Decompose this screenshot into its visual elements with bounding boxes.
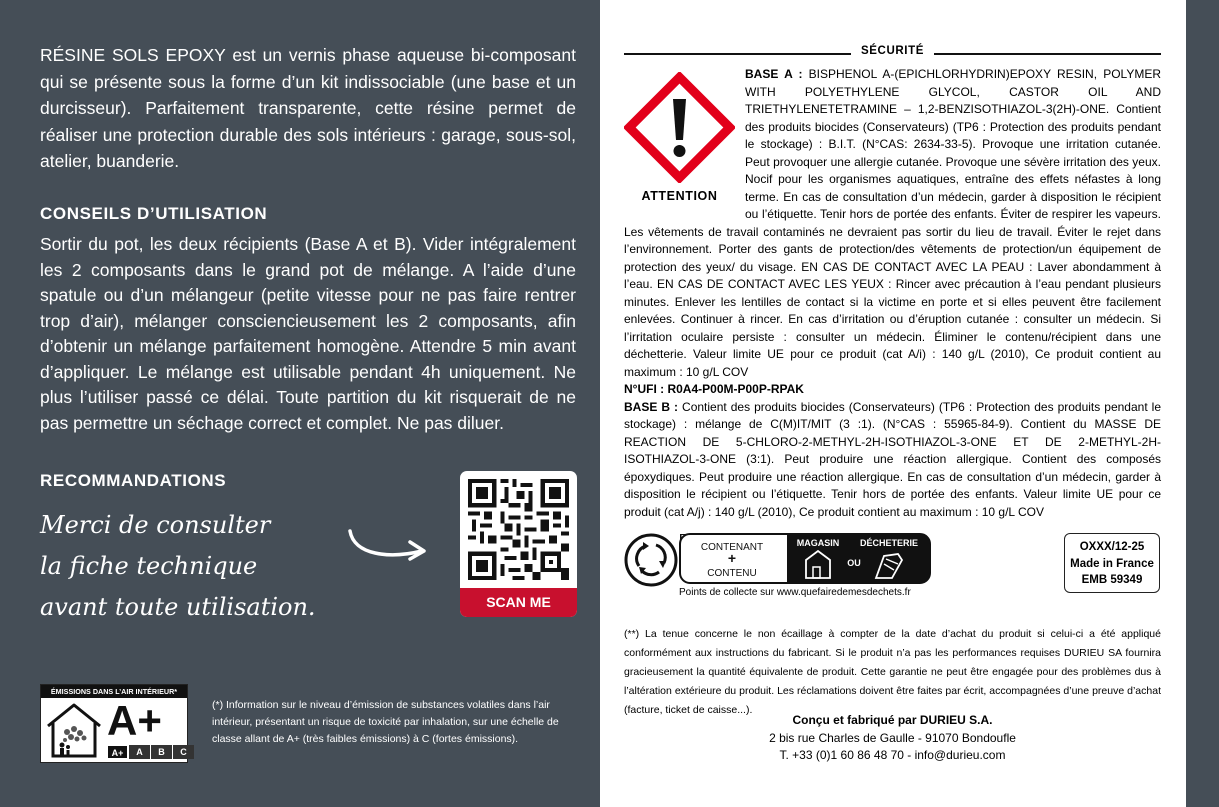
emissions-grade: A+	[107, 697, 162, 744]
security-heading-row	[624, 45, 1161, 61]
recommendation-message	[40, 505, 316, 628]
manufacturer-name: Conçu et fabriqué par DURIEU S.A.	[792, 713, 993, 727]
scale-class: C	[173, 745, 194, 759]
recycling-dest2: DÉCHETERIE	[859, 538, 919, 548]
recycling-plus: +	[727, 550, 737, 566]
emb-code: EMB 59349	[1081, 574, 1143, 586]
recycling-item2: CONTENU	[707, 568, 757, 579]
scale-class: A+	[107, 745, 128, 759]
arrow-right-icon	[344, 525, 430, 565]
emissions-note: (*) Information sur le niveau d’émission de substances volatiles dans l’air intérieur, présentant un risque de toxicité par inhalation, sur une échelle de classe allant de A+ (très faibles émissions) à C (fortes émissions).	[212, 699, 559, 745]
guarantee-note: (**) La tenue concerne le non écaillage à compter de la date d’achat du produit si celui-ci a été appliqué conformément aux instructions du fabricant. Si le produit n’a pas les performances requises DURIEU SA fournira gracieusement la quantité équivalente de produit. Cette garantie ne peut être engagée pour des problèmes dus à l’altération extérieure du produit. Les réclamations doivent être faites par écrit, accompagnées d’une preuve d’achat (facture, ticket de caisse...).	[624, 628, 1161, 716]
base-a-text: BISPHENOL A-(EPICHLORHYDRIN)EPOXY RESIN, POLYMER WITH POLYETHYLENE GLYCOL, CASTOR OIL AND TRIETHYLENETETRAMINE – 1,2-BENZISOTHIAZOL-3(2H)-ONE. Contient des produits biocides (Conservateurs) (TP6 : Protection des produits pendant le stockage) : B.I.T. (N°CAS: 2634-33-5). Provoque une irritation cutanée. Peut provoquer une allergie cutanée. Provoque une sévère irritation des yeux. Nocif pour les organismes aquatiques, entraîne des effets néfastes à long terme. En cas de consultation d’un médecin, garder à disposition le récipient ou l’étiquette. Tenir hors de portée des enfants. Éviter de respirer les vapeurs. Les vêtements de travail contaminés ne devraient pas sortir du lieu de travail. Éviter le rejet dans l’environnement. Porter des gants de protection/des vêtements de protection/un équipement de protection des yeux/ du visage. EN CAS DE CONTACT AVEC LA PEAU : Laver abondamment à l’eau. EN CAS DE CONTACT AVEC LES YEUX : Rincer avec précaution à l’eau pendant plusieurs minutes. Enlever les lentilles de contact si la victime en porte et si elles peuvent être facilement enlevées. Continuer à rincer. En cas d’irritation ou d’éruption cutanée : consulter un médecin. Si l’irritation oculaire persiste : consulter un médecin. Éliminer le contenu/récipient dans une déchetterie. Valeur limite UE pour ce produit (cat A/i) : 140 g/L (2010), Ce produit contient au maximum : 10 g/L COV	[624, 67, 1161, 379]
recycling-item: CONTENANT	[700, 542, 764, 553]
ufi-code: N°UFI : R0A4-P00M-P00P-RPAK	[624, 382, 804, 396]
scale-class: A	[129, 745, 150, 759]
origin: Made in France	[1070, 558, 1154, 570]
batch-code: OXXX/12-25	[1079, 541, 1145, 553]
base-b-text: Contient des produits biocides (Conservateurs) (TP6 : Protection des produits pendant le stockage) : mélange de C(M)IT/MIT (3 :1). (N°CAS : 55965-84-9). Contient du MASSE DE REACTION DE 5-CHLORO-2-METHYL-2H-ISOTHIAZOL-3-ONE ET DE 2-METHYL-2H-ISOTHIAZOL-3-ONE (3:1). Peut produire une réaction allergique. Contient des composés époxydiques. Peut produire une réaction allergique. En cas de consultation d’un médecin, garder à disposition le récipient ou l’étiquette. Tenir hors de portée des enfants. Valeur limite UE pour ce produit (cat A/j) : 140 g/L (2010), Ce produit contient au maximum : 10 g/L COV	[624, 399, 1161, 519]
usage-heading: CONSEILS D’UTILISATION	[40, 204, 268, 223]
manufacturer-block	[624, 712, 1161, 765]
recommendation-line: avant toute utilisation.	[40, 593, 316, 621]
scale-class: B	[151, 745, 172, 759]
scan-me-label: SCAN ME	[460, 588, 577, 617]
base-a-label: BASE A :	[745, 67, 803, 81]
recycling-or: OU	[847, 558, 861, 568]
manufacturer-contact: T. +33 (0)1 60 86 48 70 - info@durieu.com	[779, 748, 1006, 762]
recommendation-line: Merci de consulter	[40, 511, 271, 539]
recycling-info: Points de collecte sur www.quefairedemesdechets.fr	[679, 587, 911, 598]
emissions-title: ÉMISSIONS DANS L’AIR INTÉRIEUR*	[41, 685, 187, 698]
triman-recycling-icon	[622, 530, 934, 588]
batch-badge	[1064, 533, 1160, 593]
usage-text: Sortir du pot, les deux récipients (Base A et B). Vider intégralement les 2 composants dans le grand pot de mélange. A l’aide d’une spatule ou d’un mélangeur (petite vitesse pour ne pas faire rentrer trop d’air), mélanger consciencieusement les 2 composants, afin d’obtenir un mélange parfaitement homogène. Attendre 5 min avant d’appliquer. Le mélange est utilisable pendant 4h uniquement. Ne plus l’utiliser passé ce délai. Toute partition du kit risquerait de ne pas permettre un séchage correct et complet. Ne pas diluer.	[40, 234, 576, 433]
recommendations-heading: RECOMMANDATIONS	[40, 471, 227, 490]
qr-code-icon	[468, 479, 569, 580]
signal-word: ATTENTION	[641, 189, 718, 203]
recommendation-line: la fiche technique	[40, 552, 258, 580]
left-panel	[0, 0, 600, 807]
right-edge	[1186, 0, 1219, 807]
house-icon	[45, 702, 103, 758]
emissions-scale	[107, 745, 195, 759]
manufacturer-address: 2 bis rue Charles de Gaulle - 91070 Bondoufle	[769, 730, 1016, 745]
emissions-label	[40, 684, 188, 763]
intro-text: RÉSINE SOLS EPOXY est un vernis phase aqueuse bi-composant qui se présente sous la forme d’un kit indissociable (une base et un durcisseur). Parfaitement transparente, cette résine permet de réaliser une protection durable des sols intérieurs : garage, sous-sol, atelier, buanderie.	[40, 45, 576, 171]
recycling-dest1: MAGASIN	[796, 538, 840, 548]
security-text	[624, 66, 1161, 521]
security-heading: SÉCURITÉ	[851, 45, 934, 57]
qr-code[interactable]	[460, 471, 577, 617]
base-b-label: BASE B :	[624, 399, 679, 414]
